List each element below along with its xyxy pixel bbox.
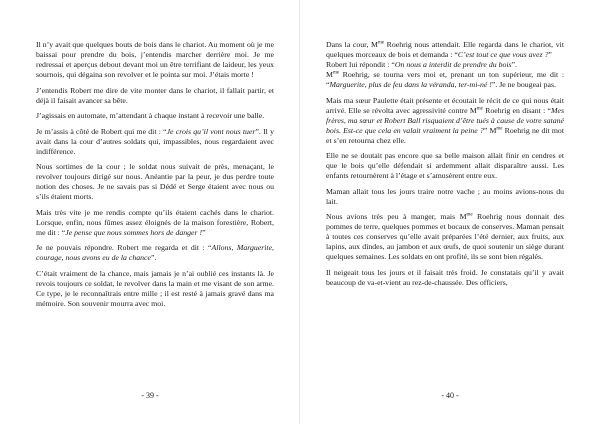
- paragraph: Nous avions très peu à manger, mais $M^{me}$ Roehrig nous donnait des pommes de terre, quelques pommes et bocaux de conserves. Maman pensait à toutes ces conserves qu’elle avait préparées l’été dernier, aux fruits, aux lapins, aux dindes, au jambon et aux œufs, de quoi soutenir un siège durant quelques semaines. Les soldats en ont profité, ils se sont bien régalés.: [326, 212, 564, 261]
- dialogue-quote: Marguerite, plus de feu dans la véranda, ter-mi-né !: [329, 80, 492, 89]
- dialogue-quote: Je pense que nous sommes hors de danger !: [65, 227, 203, 237]
- page-number: - 40 -: [441, 391, 459, 400]
- dialogue-quote: C’est tout ce que vous avez ?: [457, 50, 549, 59]
- dialogue-quote: Allons, Marguerite, courage, nous avons eu de la chance: [36, 243, 274, 262]
- paragraph: J’agissais en automate, m’attendant à chaque instant à recevoir une balle.: [36, 111, 265, 120]
- paragraph: Il neigeait tous les jours et il faisait très froid. Je constatais qu’il y avait beaucoup de va-et-vient au rez-de-chaussée. Des officiers,: [326, 267, 564, 287]
- paragraph: Maman allait tous les jours traire notre vache ; au moins avions-nous du lait.: [326, 186, 564, 206]
- paragraph: Je ne pouvais répondre. Robert me regarda et dit : “Allons, Marguerite, courage, nous avons eu de la chance”.: [36, 243, 274, 262]
- dialogue-quote: On nous a interdit de prendre du bois: [394, 60, 512, 69]
- paragraph: C’était vraiment de la chance, mais jamais je n’ai oublié ces instants là. Je revois toujours ce soldat, le revolver dans la main et me visant de son arme. Ce type, je le reconnaîtrais entre mille ; il est resté à jamais gravé dans ma mémoire. Son souvenir mourra avec moi.: [36, 268, 274, 308]
- right-page: [300, 0, 600, 424]
- paragraph: Je m’assis à côté de Robert qui me dit : “Je crois qu’il vont nous tuer”. Il y avait dans la cour d’autres soldats qui, impassibles, nous regardaient avec indifférence.: [36, 126, 274, 156]
- page-number: - 39 -: [141, 391, 159, 400]
- dialogue-quote: Je crois qu’il vont nous tuer: [166, 126, 256, 136]
- paragraph: Mais ma sœur Paulette était présente et écoutait le récit de ce qui nous était arrivé. Elle se révolta avec agressivité contre $M^{me}$ Roehrig en disant : “Mes frères, ma sœur et Robert Ball risquaient d’être tués à cause de votre satané bois. Est-ce que cela en valait vraiment la peine ?” $M^{me}$ Roehrig ne dit mot et s’en retourna chez elle.: [326, 95, 564, 145]
- paragraph: Elle ne se doutait pas encore que sa belle maison allait finir en cendres et que le bois qu’elle défendait si ardemment allait disparaître aussi. Les enfants retournèrent à l’étage et s’amusèrent entre eux.: [326, 151, 564, 180]
- dialogue-quote: Mes frères, ma sœur et Robert Ball risquaient d’être tués à cause de votre satané bois. Est-ce que cela en valait vraiment la peine ?: [326, 105, 564, 135]
- paragraph: Nous sortimes de la cour ; le soldat nous suivait de près, menaçant, le revolver toujours dirigé sur nous. Anéantie par la peur, je dus perdre toute notion des choses. Je ne savais pas si Dédé et Serge étaient avec nous ou s’ils étaient morts.: [36, 162, 274, 201]
- paragraph: Il n’y avait que quelques bouts de bois dans le chariot. Au moment où je me baissai pour prendre du bois, j’entendis marcher derrière moi. Je me redressai et aperçus debout devant moi un être terrifiant de laideur, les yeux sournois, qui dégaina son revolver et le pointa sur moi. J’étais morte !: [36, 40, 274, 79]
- paragraph: J’entendis Robert me dire de vite monter dans le chariot, il fallait partir, et déjà il faisait avancer sa bête.: [36, 85, 274, 105]
- paragraph: Dans la cour, $M^{me}$ Roehrig nous attendait. Elle regarda dans le chariot, vit quelques morceaux de bois et demanda : “C’est tout ce que vous avez ?” Robert lui répondit : “On nous a interdit de prendre du bois”. $M^{me}$ Roehrig, se tourna vers moi et, prenant un ton supérieur, me dit : “Marguerite, plus de feu dans la véranda, ter-mi-né !”. Je ne bougeai pas.: [326, 40, 564, 89]
- paragraph: Mais très vite je me rendis compte qu’ils étaient cachés dans le chariot. Lorsque, enfin, nous fûmes assez éloignés de la maison forestière, Robert, me dit : “Je pense que nous sommes hors de danger !”: [36, 207, 274, 237]
